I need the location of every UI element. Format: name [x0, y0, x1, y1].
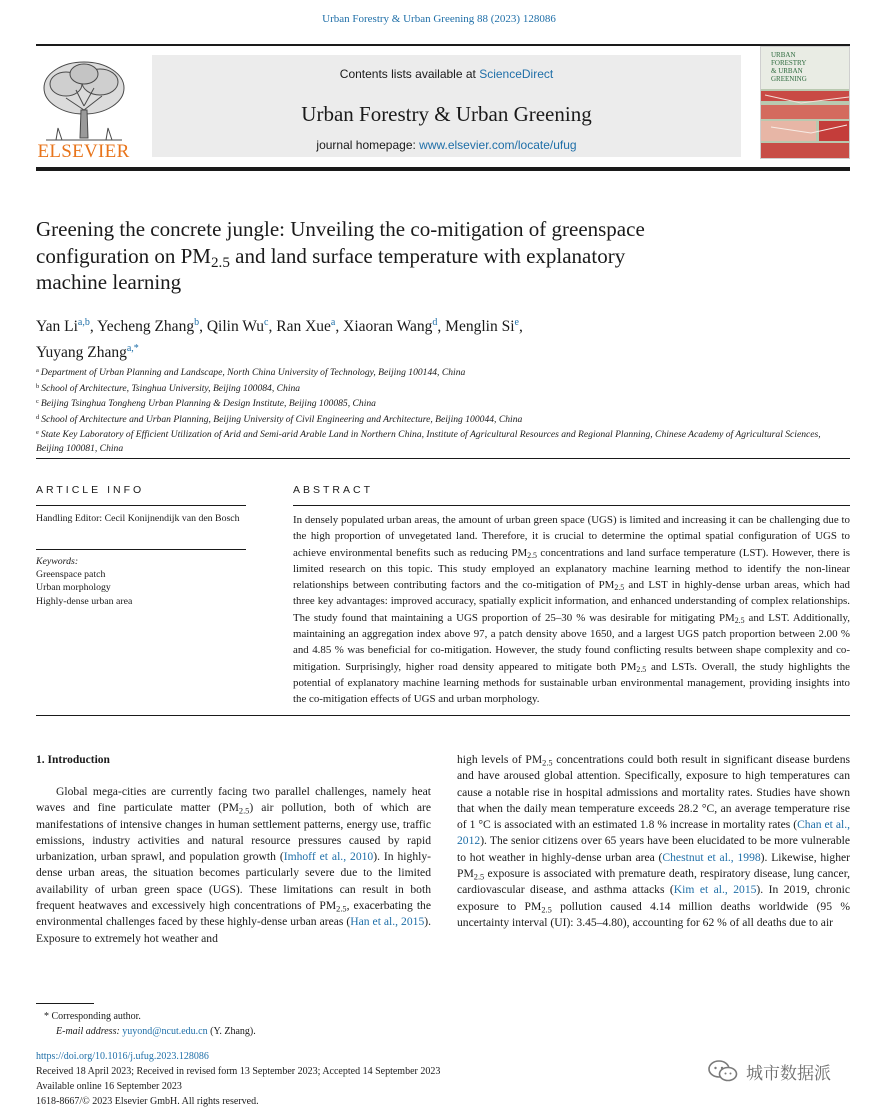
body-column-right	[457, 752, 850, 931]
author-affiliation-marker[interactable]: a,b	[77, 317, 90, 328]
wechat-icon	[708, 1059, 738, 1083]
body-text: concentrations and land surface temperature (LST). However, there is limited research on this topic. This study employed an explanatory machine learning method to identify the non-linear relationships between contributing factors and the co-mitigation of PM	[293, 546, 850, 592]
body-text: ) air pollution, both of which are manifestations of intensive changes in human settlement patterns, energy use, traffic emissions, industry activities and natural resource pressures caused by rapid urbanization, urban sprawl, and population growth (	[36, 801, 431, 864]
subscript: 2.5	[734, 615, 745, 625]
journal-info-box	[152, 55, 741, 157]
article-info-rule	[36, 505, 246, 506]
header-top-rule	[36, 44, 850, 46]
author-name[interactable]: Yuyang Zhang	[36, 344, 127, 361]
keyword-item: Highly-dense urban area	[36, 595, 133, 607]
author-list	[36, 312, 836, 364]
affiliation-text: School of Architecture, Tsinghua University, Beijing 100084, China	[41, 382, 301, 394]
subscript: 2.5	[473, 872, 485, 882]
body-text: concentrations could both result in significant disease burdens and have aroused global attention. Specifically, exposure to high temperatures can cause a notable rise in hospital admissions and mortality rates. Studies have shown that when the daily mean temperature exceeds 28.2 °C, an average temperature rise of 1 °C is associated with an estimated 1.8 % increase in mortality rates (	[457, 753, 851, 832]
affiliation-item	[36, 380, 850, 396]
author-separator: ,	[268, 318, 277, 335]
journal-cover-thumbnail[interactable]	[760, 46, 850, 159]
affiliation-key: b	[36, 382, 40, 390]
corresponding-author-note: * Corresponding author.	[44, 1011, 141, 1022]
body-text: , exacerbating the environmental challenges faced by these highly-dense urban areas (	[36, 899, 431, 929]
author-affiliation-marker[interactable]: c	[264, 317, 269, 328]
article-info-rule	[36, 549, 246, 550]
copyright-line: 1618-8667/© 2023 Elsevier GmbH. All rights reserved.	[36, 1096, 259, 1107]
body-column-left	[36, 784, 431, 947]
author-name[interactable]: Xiaoran Wang	[343, 318, 433, 335]
contents-line	[152, 67, 741, 81]
introduction-heading: 1. Introduction	[36, 754, 110, 766]
body-text: high levels of PM	[457, 753, 543, 766]
received-dates: Received 18 April 2023; Received in revised form 13 September 2023; Accepted 14 September 2023	[36, 1066, 441, 1077]
body-text: pollution caused 4.14 million deaths worldwide (95 % uncertainty interval (UI): 3.45–4.80), accounting for 62 % of all deaths due to air	[457, 899, 850, 929]
keywords-block	[36, 555, 244, 608]
journal-header	[36, 44, 850, 168]
author-separator: ,	[335, 318, 344, 335]
email-line	[44, 1024, 544, 1039]
body-text: and LST. Additionally, maintaining an aggregation index above 97, a patch density above 1650, and a largest UGS patch proportion between 2.00 % and 4.85 % was beneficial for co-mitigation. However, the study found conflicting results between shape complexity and co-mitigation. Surprisingly, higher road density appeared to mitigate both PM	[293, 611, 850, 673]
keywords-heading: Keywords:	[36, 556, 79, 567]
section-rule	[36, 715, 850, 716]
homepage-line	[152, 138, 741, 152]
body-text: ). In highly-dense urban areas, the situation becomes particularly severe due to the limited availability of urban green space (UGS). These limitations can result in both frequent heatwaves and excessively high concentrations of PM	[36, 850, 431, 913]
cover-title-line-4: GREENING	[771, 75, 807, 83]
subscript: 2.5	[527, 550, 537, 560]
affiliation-item	[36, 426, 850, 455]
article-title-line-3: machine learning	[36, 270, 182, 294]
email-label: E-mail address:	[56, 1026, 123, 1037]
author-name[interactable]: Qilin Wu	[206, 318, 265, 335]
online-date: Available online 16 September 2023	[36, 1081, 182, 1092]
citation-link[interactable]: Imhoff et al., 2010	[283, 850, 374, 864]
affiliation-key: d	[36, 413, 40, 421]
email-link[interactable]: yuyond@ncut.edu.cn	[122, 1026, 208, 1037]
citation-link[interactable]: Chestnut et al., 1998	[662, 850, 761, 864]
author-affiliation-marker[interactable]: b	[194, 317, 200, 328]
subscript: 2.5	[542, 758, 553, 768]
contents-prefix: Contents lists available at	[339, 67, 480, 81]
watermark	[708, 1058, 858, 1084]
journal-homepage-link[interactable]: www.elsevier.com/locate/ufug	[419, 138, 577, 152]
subscript: 2.5	[238, 806, 250, 816]
subscript: 2.5	[636, 664, 647, 674]
footnote-rule	[36, 1003, 94, 1004]
author-name[interactable]: Menglin Si	[445, 318, 515, 335]
abstract-text	[293, 512, 850, 708]
header-bottom-rule	[36, 167, 850, 171]
subscript: 2.5	[541, 905, 552, 914]
body-text: ). The senior citizens over 65 years have been elucidated to be more vulnerable to hot weather in highly-dense urban area (	[457, 834, 850, 864]
cover-artwork	[761, 47, 850, 159]
affiliation-key: e	[36, 429, 39, 437]
article-title-line-2	[36, 243, 836, 270]
abstract-heading: ABSTRACT	[293, 484, 374, 496]
homepage-prefix: journal homepage:	[316, 138, 420, 152]
affiliation-item	[36, 395, 850, 411]
author-name[interactable]: Yan Li	[36, 318, 78, 335]
article-title-line-1: Greening the concrete jungle: Unveiling the co-mitigation of greenspace	[36, 217, 645, 241]
author-separator: ,	[199, 318, 207, 335]
body-text: and LSTs. Overall, the study highlights the potential of explanatory machine learning methods for sustainable urban environmental management, providing insights into the co-mitigation effects of UGS and urban morphology.	[293, 660, 850, 706]
footnotes	[44, 1009, 544, 1039]
affiliation-text: Beijing Tsinghua Tongheng Urban Planning & Design Institute, Beijing 100085, China	[40, 398, 376, 410]
title-text: configuration on PM	[36, 243, 211, 268]
journal-title: Urban Forestry & Urban Greening	[301, 102, 592, 126]
cover-title-line-2: FORESTRY	[771, 59, 807, 67]
email-suffix: (Y. Zhang).	[207, 1026, 256, 1037]
title-subscript: 2.5	[210, 254, 230, 271]
body-text: Global mega-cities are currently facing two parallel challenges, namely heat waves and fine particulate matter (PM	[36, 785, 431, 815]
citation-link[interactable]: Chan et al., 2012	[457, 818, 850, 848]
author-name[interactable]: Ran Xue	[276, 318, 331, 335]
doi-link[interactable]: https://doi.org/10.1016/j.ufug.2023.128086	[36, 1051, 209, 1062]
article-title	[36, 216, 836, 296]
watermark-text: 城市数据派	[746, 1063, 831, 1084]
cover-title-line-3: & URBAN	[771, 67, 803, 75]
body-text: In densely populated urban areas, the amount of urban green space (UGS) is limited and increasing it can be challenging due to the high proportion of unvegetated land. Therefore, it is crucial to determine the optimal spatial configuration of UGS to achieve environmental benefits such as reducing PM	[293, 514, 850, 559]
article-info-heading: ARTICLE INFO	[36, 484, 145, 496]
handling-editor: Handling Editor: Cecil Konijnendijk van den Bosch	[36, 513, 240, 524]
keyword-item: Urban morphology	[36, 582, 111, 594]
body-text: ). Likewise, higher PM	[457, 850, 850, 881]
journal-citation[interactable]: Urban Forestry & Urban Greening 88 (2023) 128086	[322, 13, 556, 25]
body-text: ). In 2019, chronic exposure to PM	[457, 883, 850, 913]
keyword-item: Greenspace patch	[36, 569, 106, 581]
affiliation-text: Department of Urban Planning and Landscape, North China University of Technology, Beijing 100144, China	[40, 367, 466, 378]
affiliation-list	[36, 364, 850, 456]
affiliation-text: State Key Laboratory of Efficient Utilization of Arid and Semi-arid Arable Land in Northern China, Institute of Agricultural Resources and Regional Planning, Chinese Academy of Agricultural Sciences, Beijing 100081, China	[36, 429, 821, 454]
author-name[interactable]: Yecheng Zhang	[97, 318, 195, 335]
author-separator: ,	[89, 318, 98, 335]
affiliation-item	[36, 364, 850, 380]
elsevier-wordmark: ELSEVIER	[37, 141, 130, 162]
section-rule	[36, 458, 850, 459]
publication-info	[36, 1049, 636, 1108]
author-affiliation-marker[interactable]: d	[432, 317, 438, 328]
abstract-rule	[293, 505, 850, 506]
citation-link[interactable]: Han et al., 2015	[350, 915, 425, 929]
title-text: and land surface temperature with explanatory	[229, 243, 626, 268]
author-separator: ,	[518, 318, 523, 335]
sciencedirect-link[interactable]: ScienceDirect	[479, 67, 554, 81]
affiliation-key: c	[36, 398, 39, 406]
body-text: exposure is associated with premature death, respiratory disease, lung cancer, cardiovascular disease, and asthma attacks (	[457, 867, 850, 897]
body-text: and LST in highly-dense urban areas, which had three key advantages: improved accuracy, spatially explicit information, and enhanced understanding of complex relationships. The study found that maintaining a UGS proportion of 25–30 % was desirable for mitigating PM	[293, 579, 850, 624]
author-separator: ,	[437, 318, 446, 335]
author-affiliation-marker[interactable]: a,*	[126, 343, 139, 354]
subscript: 2.5	[614, 583, 625, 593]
citation-link[interactable]: Kim et al., 2015	[673, 883, 757, 897]
author-affiliation-marker[interactable]: a	[330, 317, 336, 328]
affiliation-key: a	[36, 367, 39, 374]
affiliation-text: School of Architecture and Urban Planning, Beijing University of Civil Engineering and Architecture, Beijing 100044, China	[41, 413, 523, 425]
affiliation-item	[36, 411, 850, 427]
cover-title-line-1: URBAN	[771, 51, 796, 59]
body-text: ). Exposure to extremely hot weather and	[36, 915, 432, 945]
author-affiliation-marker[interactable]: e	[514, 317, 519, 328]
subscript: 2.5	[336, 904, 347, 914]
